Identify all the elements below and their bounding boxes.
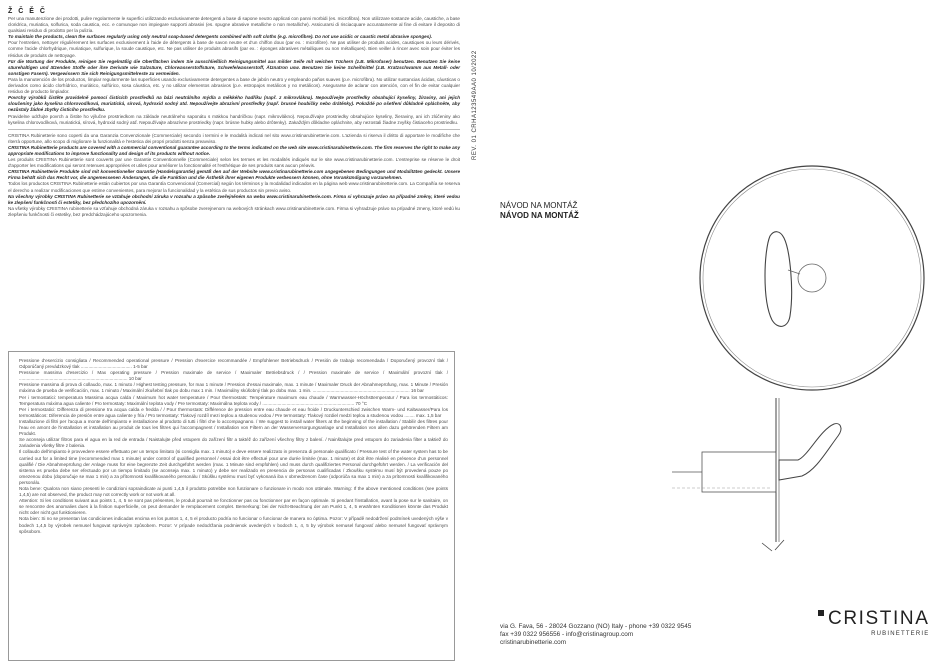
- website-line: cristinarubinetterie.com: [500, 639, 567, 646]
- warranty-text-it: CRISTINA Rubinetterie sono coperti da una Garanzia Convenzionale (Commerciale) secondo i termini e le modalità indicati nel sito www.cristinarubinetterie.com. L'azienda si riserva il diritto di apportare le modifiche che riterrà opportune, allo scopo di migliorare la funzionalità e l'estetica dei propri prodotti senza preavviso.: [8, 132, 460, 144]
- spec-line: Attention: Si les conditions suivant aux points 1, 4, 5 ne sont pas présentes, le produit pourrait ne fonctionner pas ou fonctionner par en façon optimale. Si pendant l'installation, avant la pose sur le sanitaire, on se rencontre des anomalies dues à la finition superficielle, on peut demander le remplacement complet. Bemerkung: bei der Nicht-Beachtung der am Punkt 1, 4, 5 erwähnten Konditionen könnte das Produkt nicht oder nicht gut funktionieren.: [19, 498, 448, 516]
- spec-line: Nota bene: Qualora non siano presenti le condizioni sopraindicate ai punti 1,4,5 il prodotto potrebbe non funzionare o funzionare in modo non ottimale. Warning: If the above mentioned conditions (see points 1,4,5) are not observed, the product may not correctly work or not work at all.: [19, 485, 448, 498]
- lever-handle-side: [779, 424, 841, 480]
- brand-logo: [818, 608, 929, 637]
- warranty-text-fr: Les produits CRISTINA Rubinetterie sont couverts par une Garantie Conventionnelle (Commerciale) selon les termes et les modalités indiqués sur le site www.cristinarubinetterie.com. L'entreprise se réserve le droit d'apporter les modifications qui seront retenues appropriées et utiles pour améliorer la fonctionnalité et l'esthétique de ses produits sans aucun préavis.: [8, 157, 460, 169]
- address-line: via G. Fava, 56 - 28024 Gozzano (NO) Italy - phone +39 0322 9545: [500, 623, 692, 630]
- handle-hub: [798, 264, 826, 292]
- care-text-it: Per una manutenzione dei prodotti, pulire regolarmente le superfici utilizzando esclusivamente detergenti a base di sapone neutro applicati con panni morbidi (es. microfibra). Non utilizzare sostanze acide, caustiche, a base cloridrica, muriatica, solfurica, soda caustica, ecc. e comunque non impiegare supporti abrasivi (es. spugne abrasive metalliche o non metalliche). Assicurarsi di risciacquare accuratamente al fine di evitare il deposito di qualsiasi residuo di prodotto per la pulizia.: [8, 16, 460, 34]
- spec-line: Pressione massima di prova di collaudo, max. 1 minuto / Highest testing pressure, for max 1 minute / Pression d'essai maximale, max. 1 minute / Maximaler Druck der Abnahmeprüfung, max. 1 Minute / Presión máxima de prueba de verificación, max. 1 minuto / Maximální zkušební tlak po dobu max 1 min. / Maximálny skúšobný tlak po dobu max. 1 min. ............................................................................ 16 bar: [19, 382, 448, 394]
- care-text-fr: Pour l'entretien, nettoyer régulièrement les surfaces exclusivement à l'aide de détergents à base de savon neutre et d'un chiffon doux (par ex. : microfibre). Ne pas utiliser de produits acides, caustiques ou leurs dérivés, comme l'acide chlorhydrique, muriatique, sulfurique, la soude caustique, etc. Ne pas utiliser de produits abrasifs (par ex. : éponges abrasives métalliques ou non métalliques). Bien veiller à rincer avec soin pour éviter les résidus de produits de nettoyage.: [8, 40, 460, 58]
- revision-code-text: REV. 01 CRHA123549AA0 10/2022: [472, 50, 478, 160]
- spec-line: Nota bien: Si no se presentan las condiciones indicadas encima en los puntos 1, 4, 5 el producto podría no funcionar o funcionar de manera no óptima. Pozor: V případě nedodržení podmínek uvedených výše v bodech 1,4,5 by výrobek nemusel fungovat správným způsobem. Pozor: V prípade nedodržania podmienok uvedených v bodoch 1, 4, 5 by výrobok nemusel fungovať alebo nemusel fungovať správnym spôsobom.: [19, 516, 448, 534]
- divider: [8, 129, 460, 130]
- spec-line: Installazione di filtri per l'acqua a monte dell'impianto e installazione al prodotto di tutti i filtri che lo accompagnano. / We suggest to install water filters at the beginning of the installation / Stabilir des filtres pour l'eau en amont de l'installation et installation au produit de tous les filtres qui l'accompagnent / Installation von Filtern an der Wasserversorgungsanlage und Installation von allen dazu gehörenden Filtern am Produkt.: [19, 418, 448, 437]
- section-heading: Ž Č Ě Č: [8, 8, 47, 15]
- contact-line: fax +39 0322 956556 - info@cristinagroup.com: [500, 631, 634, 638]
- left-text-column: [8, 8, 460, 218]
- spec-line: Pressione d'esercizio consigliata / Recommended operational pressure / Pression d'exercice recommandée / Empfohlener Betriebsdruck / Presión de trabajo recomendada / Doporučený provozní tlak / Odporúčaný prevádzkový tlak ........................................ 1-5 bar: [19, 358, 448, 370]
- care-text-es: Para la manutención de los productos, limpiar regularmente las superficies usando exclusivamente detergentes a base de jabón neutro y empleando paños suaves (p.e. microfibra). No utilizar sustancias ácidas, cáusticas o derivados como ácido clorhídrico, muriático, sulfúrico, sosa cáustica, etc. y no utilizar elementos abrasivos (p.e. estropajos metálicos y no metálicos). Asegurarse de aclarar con atención, con el fin de evitar cualquier residuo de producto limpiador.: [8, 76, 460, 95]
- lever-handle-front: [765, 232, 792, 327]
- spec-line: Il collaudo dell'impianto è provvedere essere effettuato per un tempo limitato (si consiglia max. 1 minuto) e deve essere realizzato in presenza di personale qualificato / Pressure test of the water system has to be carried out for a limited time (recommended max 1 minute) under control of qualified personnel / essai doit être effectué pour une durée limitée (max. 1 minute) et doit être réalisé en présence d'un personnel qualifié / Die Abnahmeprüfung der Anlage muss für eine begrenzte Zeit durchgeführt werden (max. 1 Minute sind empfohlen) und muss durch qualifiziertes Personal durchgeführt werden. / La verificación del sistema es prueba debe ser efectuado por un tiempo limitado (se aconseja max. 1 minuto) y debe ser realizado en presencia de personas cualificadas / Zkoušku systému musí být provedená pouze po omezenou dobu (doporučuje se max 1 min) a za přítomnosti kvalifikovaného personálu / Skúšku systému musí byť vykonaná iba v obmedzenom čase (odporúča sa max 1 min) a za prítomnosti kvalifikovaného personálu.: [19, 449, 448, 485]
- spec-line: Pressione massima d'esercizio / Max operating pressure / Pression maximale de service / Maximaler Betriebsdruck / / Pression maximale de service / Maximální provozní tlak / ..................................................................................... 10 bar: [19, 370, 448, 382]
- spec-line: Per i termostatici: temperatura Massima acqua calda / Maximum hot water temperature / Pour thermostats: Température maximum eau chaude / Warmwasser-Höchsttemperatur / Para los termostáticos: Temperatura máxima agua caliente / Pro termostaty: Maximální teplota vody / Pre termostaty: Maximálna teplota vody / ........................................................................ 70 °C: [19, 394, 448, 406]
- spec-line: Per i termostatici: Differenza di pressione tra acqua calda e fredda / / Pour thermostats: Différence de pression entre eau chaude et eau froide / Druckunterschied zwischen Warm- und Kaltwasser/Para los termostáticos: Diferencia de presión entre agua caliente y fría / Pro termostaty: Tlakový rozdíl mezi teplou a studenou vodou / Pre termostaty: Tlakový rozdiel medzi teplou a studenou vodou ........ max. 1,5 bar: [19, 406, 448, 418]
- logo-square-icon: [818, 610, 824, 616]
- warranty-text-de: CRISTINA Rubinetterie Produkte sind mit konventioneller Garantie (Handelsgarantie) gemäß den auf der Website www.cristinarubinetterie.com angegebenen Bedingungen und Modalitäten gedeckt. Unsere Firma behält sich das Recht vor, die angemessenen Änderungen, die die Funktion und die Ästhetik ihrer eigenen Produkte verbessern können, ohne Vorankündigung vorzunehmen.: [8, 169, 460, 181]
- warranty-text-es: Todos los productos CRISTINA Rubinetterie están cubiertos por una Garantía Convencional (Comercial) según los términos y la modalidad indicados en la página web www.cristinarubinetterie.com. La Compañía se reserva el derecho a realizar modificaciones que estime convenientes, para mejorar la funcionalidad y la estética de sus productos sin previo aviso.: [8, 181, 460, 193]
- dimension-mark: [762, 543, 772, 551]
- specifications-box: [8, 351, 455, 661]
- company-address: [500, 623, 691, 647]
- cover-plate-outline: [700, 166, 924, 390]
- spec-line: Se aconseja utilizar filtros para el agua en la red de entrada / Naistalujte před vstupem do zařízení filtr a taktéž do zařízení všechny filtry z balení. / Nainštalujte pred vstupom do zariadenia filter a taktiež do zariadenia všetky filtre z balenia.: [19, 437, 448, 449]
- care-text-cz: Povrchy výrobků čistěte pravidelně pomocí čisticích prostředků na bázi neutrálního mýdla a měkkého hadříku (např. z mikrovlákna). Nepoužívejte prostředky obsahující kyseliny, žíraviny, ani jejich sloučeniny jako kyselina chlorovodíková, muriatická, sírová, hydroxid sodný atd. Nepoužívejte abrazivní prostředky (např. brusné houbičky nebo drátěnky). Pokaždé po ošetření důkladně opláchněte, aby nezůstaly žádné zbytky čisticího prostředku.: [8, 95, 460, 113]
- product-drawing: [472, 0, 950, 665]
- hub-connector: [788, 270, 800, 274]
- valve-body: [702, 452, 776, 492]
- brand-name: CRISTINA: [828, 608, 930, 629]
- cover-plate-inner: [703, 169, 921, 387]
- care-text-de: Für die Wartung der Produkte, reinigen Sie regelmäßig die Oberflächen indem Sie ausschließlich Reinigungsmittel aus milder Seife mit weichen Tüchern (z.B. Mikrofaser) benutzen. Benutzen Sie keine säurehaltigen und ätzenden Stoffe oder ihre Derivate wie Salzsäure, Chlorwasserstoffsäure, Schwefelwasserstoff, Ätznatron usw. Benutzen Sie keine Scheifmittel (z.B. Kratzschwamm aus Metall- oder sonstigen Fasern). Vergewissern Sie sich Reinigungsmittelreste zu vermeiden.: [8, 58, 460, 76]
- warranty-text-sk: Na všetky výrobky CRISTINA rubinetterie sa vzťahuje obchodná záruka v rozsahu a spôsobe zverejnenom na webových stránkach www.cristinarubinetterie.com. Firma si vyhradzuje právo na prípadné zmeny, ktoré vedú ku zlepšeniu funkčnosti či estetiky, bez predchádzajúceho upozornenia.: [8, 205, 460, 217]
- brand-subtitle: RUBINETTERIE: [871, 631, 930, 637]
- care-text-en: To maintain the products, clean the surfaces regularly using only neutral soap-based detergents combined with soft cloths (e.g. microfibre). Do not use acidic or caustic metal abrasive sponges).: [8, 34, 433, 40]
- page-title-bold: NÁVOD NA MONTÁŽ: [500, 211, 579, 220]
- warranty-text-en: CRISTINA Rubinetterie products are covered with a commercial conventional guarantee according to the terms indicated on the web site www.cristinarubinetterie.com. The firm reserves the right to make any appropriate modifications to improve functionality and design of its products without notice.: [8, 144, 460, 156]
- care-text-sk: Pravidelne udržujte povrch a čistite ho výlučne prostriedkom na základe neutrálneho saponátu s mäkkou handričkou (napr. mikrovlákno). Nepoužívajte prostriedky obsahujúce kyseliny, žieraviny, ani ich zlúčeniny ako kyselina chlorovodíková, muriatická, sírová, hydroxid sodný atď. Nepoužívajte abrazívne prostriedky (napr. brúsne hubky alebo drôtenky). Zakaždým dôkladne opláchnite, aby nezostali žiadne zvyšky čistiaceho prostriedku.: [8, 113, 460, 125]
- warranty-text-cz: Na všechny výrobky CRISTINA Rubinetterie se vztahuje obchodní záruka v rozsahu a způsobe zveřejněném na webu www.cristinarubinetterie.com. Firma si vyhrazuje právo na případné změny, které vedou ke zlepšení funkčnosti či estetiky, bez předchozího upozornění.: [8, 193, 460, 205]
- page-title: NÁVOD NA MONTÁŽ: [500, 201, 578, 210]
